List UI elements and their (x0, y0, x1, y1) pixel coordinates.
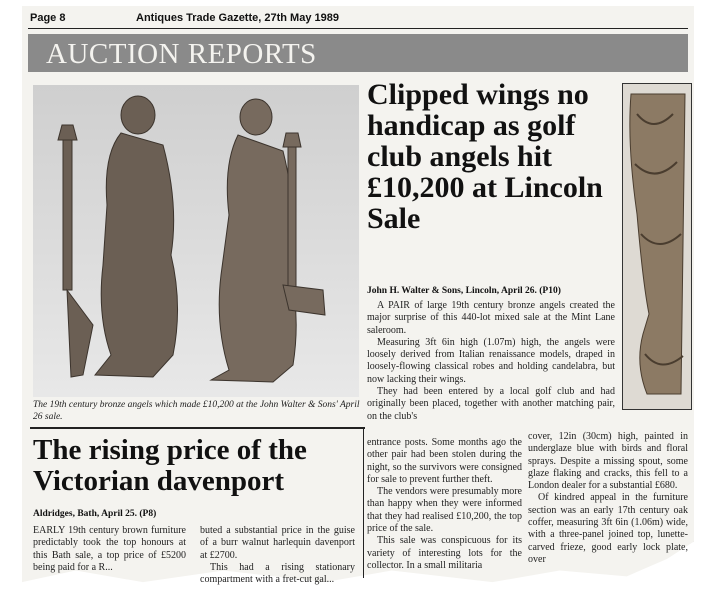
article1-para: entrance posts. Some months ago the other pair had been stolen during the night, so the survivors were consigned for sale to prevent further theft. (367, 437, 522, 485)
article1-body-col2 (367, 437, 522, 572)
header-rule (28, 28, 688, 29)
section-banner (28, 34, 688, 72)
article2-body-col1 (33, 525, 186, 574)
article2-para: This had a rising stationary compartment with a fret-cut gal... (200, 561, 355, 586)
article2-body-col2 (200, 525, 355, 586)
article1-headline: Clipped wings no handicap as golf club angels hit £10,200 at Lincoln Sale (367, 78, 603, 235)
article2-para: buted a substantial price in the guise of a burr walnut harlequin davenport at £2700. (200, 525, 355, 561)
page-number: Page 8 (30, 12, 66, 24)
article2-para: EARLY 19th century brown furniture predictably took the top honours at this Bath sale, a top price of £5200 being paid for a R... (33, 525, 186, 573)
article1-para: Measuring 3ft 6in high (1.07m) high, the angels were loosely derived from Italian renaissance models, draped in loosely-flowing classical robes and holding candelabra, but now lacking their wings. (367, 336, 615, 385)
publication-line: Antiques Trade Gazette, 27th May 1989 (136, 12, 339, 24)
article2-byline: Aldridges, Bath, April 25. (P8) (33, 509, 157, 519)
carved-vase-image (623, 84, 691, 409)
caption-rule (30, 427, 365, 429)
article1-byline: John H. Walter & Sons, Lincoln, April 26. (P10) (367, 286, 561, 296)
section-title: AUCTION REPORTS (46, 38, 317, 70)
photo-caption: The 19th century bronze angels which made £10,200 at the John Walter & Sons' April 26 sale. (33, 400, 360, 422)
article1-para: cover, 12in (30cm) high, painted in underglaze blue with birds and floral sprays. Despite a missing spout, some glaze flaking and cracks, this fell to a London dealer for a substantial £680. (528, 431, 688, 492)
column-divider (363, 428, 364, 578)
article1-para: This sale was conspicuous for its variety of interesting lots for the collector. In a small militaria (367, 535, 522, 571)
angels-photo (33, 85, 359, 397)
vase-photo (622, 83, 692, 410)
article1-para: A PAIR of large 19th century bronze angels created the major surprise of this 440-lot mixed sale at the Mint Lane saleroom. (367, 300, 615, 336)
article1-para: The vendors were presumably more than happy when they were informed that they had realised £10,200, the top price of the sale. (367, 486, 522, 535)
article1-body-col3 (528, 431, 688, 566)
article1-body-top (367, 300, 615, 423)
bronze-angels-image (33, 85, 359, 397)
article1-para: They had been entered by a local golf club and had originally been placed, together with another matching pair, on the club's (367, 386, 615, 422)
article2-headline: The rising price of the Victorian davenport (33, 434, 307, 497)
article1-para: Of kindred appeal in the furniture section was an early 17th century oak coffer, measuring 3ft 6in (1.06m) wide, with a three-panel joined top, lunette-carved frieze, good early lock plate, over (528, 492, 688, 565)
